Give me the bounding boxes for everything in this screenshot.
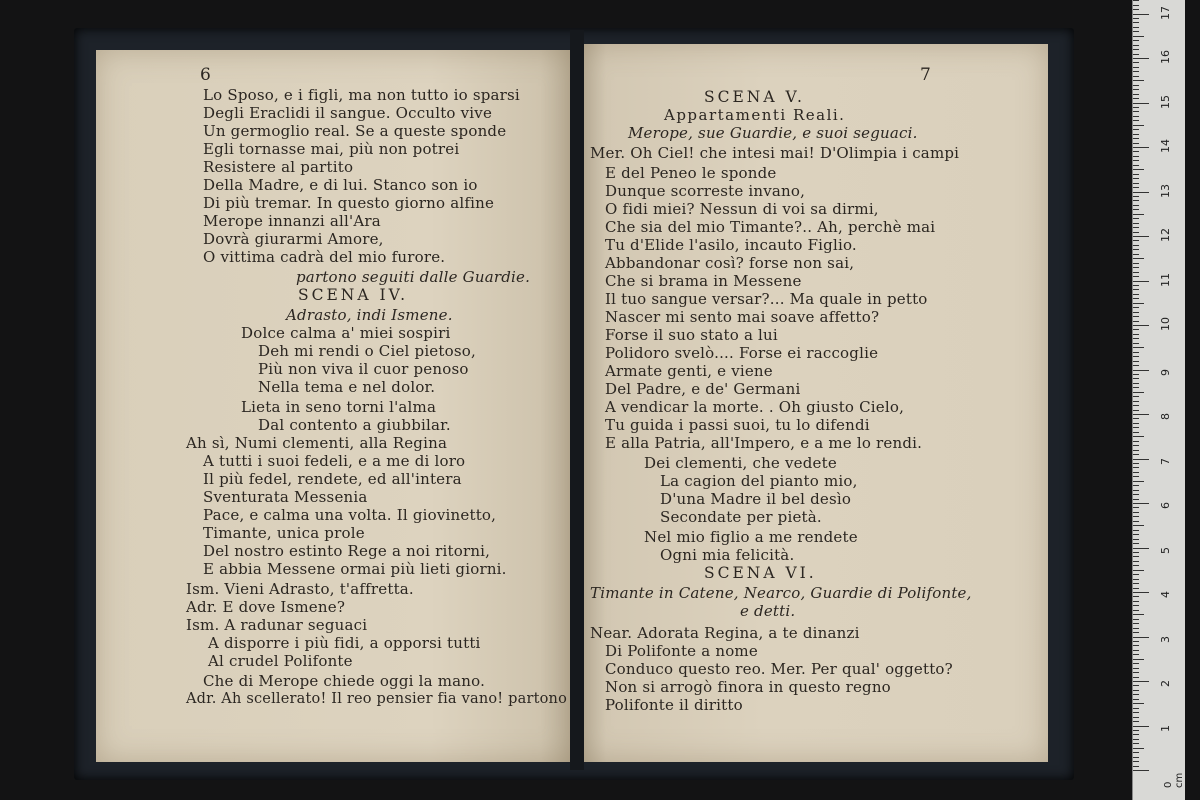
ruler-tick <box>1133 245 1139 246</box>
ruler-tick <box>1133 441 1139 442</box>
ruler-tick <box>1133 574 1139 575</box>
text-line: Di più tremar. In questo giorno alfine <box>203 194 495 212</box>
ruler-number: 1 <box>1159 724 1172 732</box>
text-line: Resistere al partito <box>203 158 354 176</box>
ruler-number: 4 <box>1159 591 1172 598</box>
ruler-tick <box>1133 632 1139 633</box>
text-line: O fidi miei? Nessun di voi sa dirmi, <box>605 200 879 218</box>
ruler-tick <box>1133 712 1139 713</box>
ruler-tick <box>1133 423 1139 424</box>
text-line: Pace, e calma una volta. Il giovinetto, <box>203 506 497 524</box>
ruler-tick <box>1133 147 1149 148</box>
ruler-tick <box>1133 743 1139 744</box>
setting-line: Appartamenti Reali. <box>664 106 846 124</box>
ruler-number: 2 <box>1159 680 1172 687</box>
text-line: Nel mio figlio a me rendete <box>644 528 858 546</box>
text-line: O vittima cadrà del mio furore. <box>203 248 446 266</box>
text-line: Il tuo sangue versar?... Ma quale in petto <box>605 290 928 308</box>
text-line: Di Polifonte a nome <box>605 642 758 660</box>
ruler-tick <box>1133 432 1139 433</box>
ruler-tick <box>1133 383 1139 384</box>
ruler-tick <box>1133 249 1139 250</box>
text-line: Ogni mia felicità. <box>660 546 795 564</box>
text-line: Dei clementi, che vedete <box>644 454 837 472</box>
text-line: Sventurata Messenia <box>203 488 368 506</box>
page-number-right: 7 <box>920 65 932 85</box>
dialogue-line: Mer. Oh Ciel! che intesi mai! D'Olimpia i campi <box>590 144 960 162</box>
ruler-tick <box>1133 263 1139 264</box>
ruler-tick <box>1133 49 1139 50</box>
ruler-tick <box>1133 329 1139 330</box>
text-line: Del Padre, e de' Germani <box>605 380 801 398</box>
ruler-tick <box>1133 67 1139 68</box>
ruler-tick <box>1133 583 1139 584</box>
ruler-tick <box>1133 472 1139 473</box>
ruler-tick <box>1133 628 1139 629</box>
ruler-tick <box>1133 361 1139 362</box>
ruler-tick <box>1133 512 1139 513</box>
ruler-tick <box>1133 405 1139 406</box>
ruler-tick <box>1133 401 1139 402</box>
ruler-tick <box>1133 414 1149 415</box>
ruler-tick <box>1133 303 1144 304</box>
text-line: Secondate per pietà. <box>660 508 822 526</box>
ruler-tick <box>1133 281 1149 282</box>
ruler-tick <box>1133 721 1139 722</box>
ruler-tick <box>1133 125 1144 126</box>
ruler-tick <box>1133 668 1139 669</box>
ruler-tick <box>1133 31 1139 32</box>
ruler-tick <box>1133 169 1144 170</box>
text-line: Che di Merope chiede oggi la mano. <box>203 672 486 690</box>
dialogue-line: Adr. Ah scellerato! Il reo pensier fia vano! partono <box>186 691 568 707</box>
character-list: Timante in Catene, Nearco, Guardie di Polifonte, <box>590 584 972 602</box>
ruler-tick <box>1133 427 1139 428</box>
ruler-tick <box>1133 374 1139 375</box>
ruler-tick <box>1133 289 1139 290</box>
ruler-number: 15 <box>1159 94 1172 109</box>
ruler-tick <box>1133 196 1139 197</box>
ruler-tick <box>1133 58 1149 59</box>
ruler-tick <box>1133 54 1139 55</box>
text-line: Egli tornasse mai, più non potrei <box>203 140 460 158</box>
ruler-tick <box>1133 734 1139 735</box>
ruler-tick <box>1133 22 1139 23</box>
ruler-tick <box>1133 0 1139 1</box>
ruler-tick <box>1133 387 1139 388</box>
ruler-number: 8 <box>1159 413 1172 420</box>
ruler-tick <box>1133 312 1139 313</box>
ruler-tick <box>1133 107 1139 108</box>
text-line: Dal contento a giubbilar. <box>258 416 451 434</box>
ruler-number: 5 <box>1159 546 1172 554</box>
text-line: Dovrà giurarmi Amore, <box>203 230 384 248</box>
text-line: Deh mi rendi o Ciel pietoso, <box>258 342 476 360</box>
ruler-tick <box>1133 18 1139 19</box>
ruler-tick <box>1133 610 1139 611</box>
ruler-tick <box>1133 258 1144 259</box>
ruler-tick <box>1133 316 1139 317</box>
ruler-tick <box>1133 650 1139 651</box>
ruler-tick <box>1133 690 1139 691</box>
ruler-number: 13 <box>1159 183 1172 198</box>
ruler-number: 11 <box>1159 272 1172 287</box>
ruler-tick <box>1133 503 1149 504</box>
ruler-tick <box>1133 232 1139 233</box>
ruler-tick <box>1133 98 1139 99</box>
ruler-tick <box>1133 592 1149 593</box>
ruler-tick <box>1133 174 1139 175</box>
text-line: E alla Patria, all'Impero, e a me lo rendi. <box>605 434 923 452</box>
right-page <box>578 44 1048 762</box>
ruler-tick <box>1133 534 1139 535</box>
ruler-tick <box>1133 418 1139 419</box>
ruler-tick <box>1133 659 1144 660</box>
ruler-tick <box>1133 307 1139 308</box>
ruler-tick <box>1133 556 1139 557</box>
text-line: A vendicar la morte. . Oh giusto Cielo, <box>605 398 905 416</box>
ruler-tick <box>1133 103 1149 104</box>
ruler-tick <box>1133 450 1139 451</box>
ruler-tick <box>1133 494 1139 495</box>
ruler-tick <box>1133 36 1144 37</box>
text-line: D'una Madre il bel desìo <box>660 490 852 508</box>
ruler-tick <box>1133 370 1149 371</box>
ruler-tick <box>1133 641 1139 642</box>
ruler-tick <box>1133 334 1139 335</box>
ruler-number: 10 <box>1159 317 1172 331</box>
ruler-tick <box>1133 454 1139 455</box>
ruler-tick <box>1133 236 1149 237</box>
ruler-unit: 0 cm <box>1163 772 1185 788</box>
ruler-tick <box>1133 681 1149 682</box>
ruler-tick <box>1133 410 1139 411</box>
text-line: Forse il suo stato a lui <box>605 326 778 344</box>
text-line: Dunque scorreste invano, <box>605 182 806 200</box>
ruler-tick <box>1133 254 1139 255</box>
text-line: Nascer mi sento mai soave affetto? <box>605 308 880 326</box>
ruler-tick <box>1133 138 1139 139</box>
ruler-tick <box>1133 516 1139 517</box>
ruler-tick <box>1133 338 1139 339</box>
text-line: Dolce calma a' miei sospiri <box>241 324 451 342</box>
text-line: Timante, unica prole <box>203 524 365 542</box>
ruler-tick <box>1133 766 1139 767</box>
character-list: Merope, sue Guardie, e suoi seguaci. <box>628 124 918 142</box>
text-line: Polifonte il diritto <box>605 696 743 714</box>
ruler-number: 12 <box>1159 228 1172 242</box>
ruler-tick <box>1133 708 1139 709</box>
text-line: Al crudel Polifonte <box>208 652 353 670</box>
ruler-tick <box>1133 111 1139 112</box>
ruler-tick <box>1133 485 1139 486</box>
text-line: Merope innanzi all'Ara <box>203 212 381 230</box>
text-line: E abbia Messene ormai più lieti giorni. <box>203 560 507 578</box>
dialogue-line: Ism. A radunar seguaci <box>186 616 368 634</box>
ruler-tick <box>1133 214 1144 215</box>
dialogue-line: Near. Adorata Regina, a te dinanzi <box>590 624 860 642</box>
text-line: La cagion del pianto mio, <box>660 472 858 490</box>
scene-heading: SCENA IV. <box>298 286 409 304</box>
text-line: Che sia del mio Timante?.. Ah, perchè mai <box>605 218 936 236</box>
ruler-tick <box>1133 160 1139 161</box>
ruler-tick <box>1133 507 1139 508</box>
ruler-tick <box>1133 726 1149 727</box>
ruler-tick <box>1133 672 1139 673</box>
text-line: Armate genti, e viene <box>605 362 773 380</box>
ruler-tick <box>1133 347 1144 348</box>
ruler-tick <box>1133 378 1139 379</box>
ruler-tick <box>1133 14 1149 15</box>
left-page <box>96 50 574 762</box>
ruler-tick <box>1133 757 1139 758</box>
text-line: Un germoglio real. Se a queste sponde <box>203 122 507 140</box>
ruler-tick <box>1133 62 1139 63</box>
ruler-tick <box>1133 156 1139 157</box>
ruler-tick <box>1133 521 1139 522</box>
ruler-tick <box>1133 294 1139 295</box>
scene-heading: SCENA V. <box>704 88 805 106</box>
text-line: Del nostro estinto Rege a noi ritorni, <box>203 542 491 560</box>
ruler-tick <box>1133 272 1139 273</box>
ruler-tick <box>1133 548 1149 549</box>
ruler-tick <box>1133 694 1139 695</box>
text-line: Degli Eraclidi il sangue. Occulto vive <box>203 104 493 122</box>
ruler-tick <box>1133 565 1139 566</box>
ruler-tick <box>1133 356 1139 357</box>
text-line: Polidoro svelò.... Forse ei raccoglie <box>605 344 879 362</box>
ruler-tick <box>1133 699 1139 700</box>
ruler-tick <box>1133 151 1139 152</box>
ruler-tick <box>1133 227 1139 228</box>
ruler-tick <box>1133 530 1139 531</box>
text-line: Tu guida i passi suoi, tu lo difendi <box>605 416 870 434</box>
ruler-tick <box>1133 365 1139 366</box>
ruler-tick <box>1133 499 1139 500</box>
ruler-tick <box>1133 436 1144 437</box>
ruler-tick <box>1133 116 1139 117</box>
text-line: Che si brama in Messene <box>605 272 802 290</box>
ruler-tick <box>1133 663 1139 664</box>
ruler-tick <box>1133 40 1139 41</box>
text-line: E del Peneo le sponde <box>605 164 777 182</box>
ruler-tick <box>1133 143 1139 144</box>
ruler-tick <box>1133 539 1139 540</box>
ruler-tick <box>1133 619 1139 620</box>
ruler-tick <box>1133 209 1139 210</box>
ruler-tick <box>1133 605 1139 606</box>
ruler-tick <box>1133 396 1139 397</box>
ruler-tick <box>1133 223 1139 224</box>
ruler-tick <box>1133 178 1139 179</box>
ruler-tick <box>1133 285 1139 286</box>
ruler-tick <box>1133 267 1139 268</box>
ruler-tick <box>1133 481 1144 482</box>
ruler-tick <box>1133 543 1139 544</box>
ruler-tick <box>1133 205 1139 206</box>
ruler-tick <box>1133 654 1139 655</box>
ruler-tick <box>1133 730 1139 731</box>
stage-direction: partono seguiti dalle Guardie. <box>296 268 531 286</box>
ruler-tick <box>1133 623 1139 624</box>
text-line: Il più fedel, rendete, ed all'intera <box>203 470 462 488</box>
ruler-tick <box>1133 76 1139 77</box>
ruler-tick <box>1133 120 1139 121</box>
ruler-number: 16 <box>1159 50 1172 64</box>
ruler-tick <box>1133 27 1139 28</box>
ruler-tick <box>1133 752 1139 753</box>
ruler-tick <box>1133 183 1139 184</box>
ruler-tick <box>1133 321 1139 322</box>
ruler-tick <box>1133 717 1139 718</box>
ruler-tick <box>1133 570 1144 571</box>
ruler-tick <box>1133 94 1139 95</box>
ruler-tick <box>1133 134 1139 135</box>
ruler-tick <box>1133 579 1139 580</box>
ruler-tick <box>1133 525 1144 526</box>
ruler-number: 14 <box>1159 139 1172 153</box>
ruler-tick <box>1133 129 1139 130</box>
text-line: A disporre i più fidi, a opporsi tutti <box>208 634 481 652</box>
dialogue-line: Adr. E dove Ismene? <box>186 598 346 616</box>
ruler-number: 6 <box>1159 502 1172 509</box>
ruler-tick <box>1133 45 1139 46</box>
ruler-tick <box>1133 240 1139 241</box>
text-line: A tutti i suoi fedeli, e a me di loro <box>203 452 466 470</box>
ruler-tick <box>1133 218 1139 219</box>
character-list: e detti. <box>740 602 796 620</box>
ruler-tick <box>1133 703 1144 704</box>
ruler-tick <box>1133 9 1139 10</box>
ruler-tick <box>1133 677 1139 678</box>
ruler-tick <box>1133 645 1139 646</box>
ruler-tick <box>1133 71 1139 72</box>
ruler-tick <box>1133 85 1139 86</box>
ruler-tick <box>1133 552 1139 553</box>
text-line: Ah sì, Numi clementi, alla Regina <box>186 434 448 452</box>
text-line: Della Madre, e di lui. Stanco son io <box>203 176 478 194</box>
text-line: Più non viva il cuor penoso <box>258 360 469 378</box>
ruler-tick <box>1133 392 1144 393</box>
ruler-tick <box>1133 637 1149 638</box>
ruler-tick <box>1133 352 1139 353</box>
dialogue-line: Conduco questo reo. Mer. Per qual' oggetto? <box>605 660 953 678</box>
ruler-tick <box>1133 445 1139 446</box>
dialogue-line: Ism. Vieni Adrasto, t'affretta. <box>186 580 414 598</box>
text-line: Non si arrogò finora in questo regno <box>605 678 891 696</box>
ruler-tick <box>1133 467 1139 468</box>
ruler-tick <box>1133 748 1144 749</box>
ruler-tick <box>1133 601 1139 602</box>
ruler-number: 3 <box>1159 635 1172 643</box>
ruler-tick <box>1133 200 1139 201</box>
ruler-tick <box>1133 165 1139 166</box>
ruler-tick <box>1133 187 1139 188</box>
ruler-tick <box>1133 325 1149 326</box>
text-line: Tu d'Elide l'asilo, incauto Figlio. <box>605 236 857 254</box>
ruler-tick <box>1133 685 1139 686</box>
ruler-number: 9 <box>1159 368 1172 376</box>
text-line: Lieta in seno torni l'alma <box>241 398 437 416</box>
ruler-tick <box>1133 490 1139 491</box>
scene-heading: SCENA VI. <box>704 564 817 582</box>
ruler-tick <box>1133 463 1139 464</box>
ruler-tick <box>1133 761 1139 762</box>
ruler-number: 7 <box>1159 457 1172 465</box>
book-gutter <box>570 30 584 770</box>
text-line: Lo Sposo, e i figli, ma non tutto io sparsi <box>203 86 520 104</box>
ruler-number: 17 <box>1159 5 1172 20</box>
text-line: Abbandonar così? forse non sai, <box>605 254 855 272</box>
ruler-tick <box>1133 276 1139 277</box>
page-number-left: 6 <box>200 65 212 85</box>
text-line: Nella tema e nel dolor. <box>258 378 436 396</box>
ruler-tick <box>1133 614 1144 615</box>
ruler-tick <box>1133 770 1149 771</box>
ruler-tick <box>1133 343 1139 344</box>
ruler-tick <box>1133 459 1149 460</box>
ruler-tick <box>1133 588 1139 589</box>
ruler-tick <box>1133 5 1139 6</box>
ruler-tick <box>1133 596 1139 597</box>
ruler-tick <box>1133 298 1139 299</box>
ruler-tick <box>1133 192 1149 193</box>
ruler-tick <box>1133 476 1139 477</box>
ruler-tick <box>1133 561 1139 562</box>
character-list: Adrasto, indi Ismene. <box>286 306 453 324</box>
measurement-ruler <box>1132 0 1185 800</box>
ruler-tick <box>1133 89 1139 90</box>
ruler-tick <box>1133 739 1139 740</box>
ruler-tick <box>1133 80 1144 81</box>
